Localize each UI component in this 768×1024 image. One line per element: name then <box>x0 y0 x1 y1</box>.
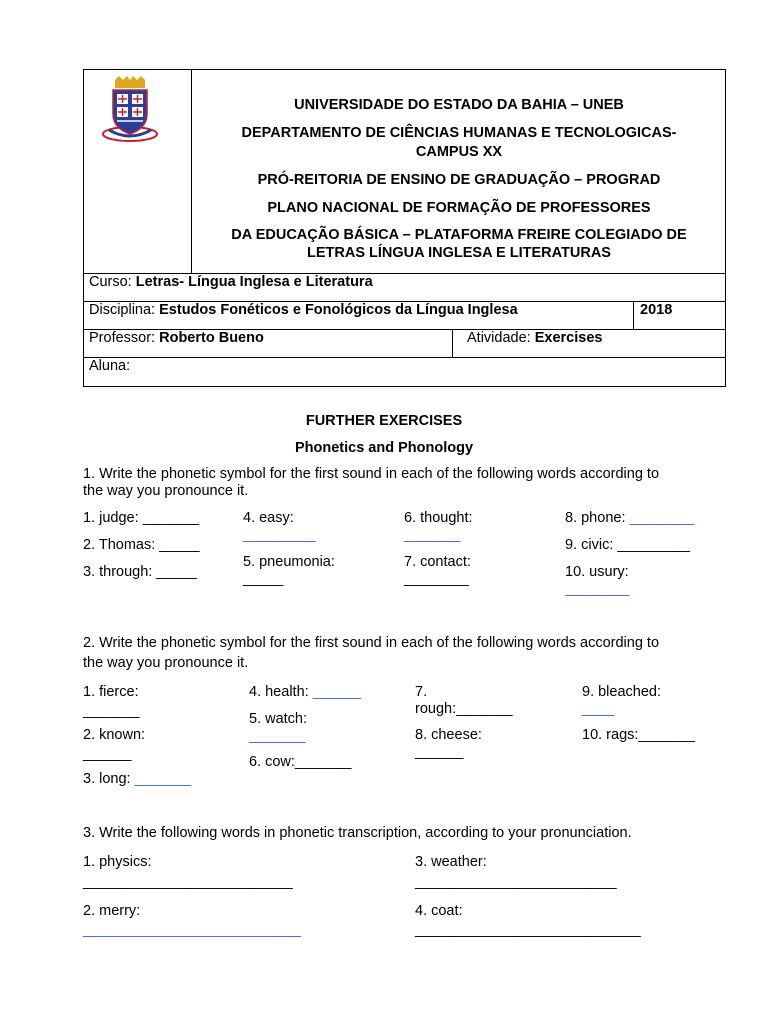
ex3-item-physics: 1. physics: <box>83 854 152 870</box>
ex1-blank-pneumonia[interactable]: _____ <box>243 571 284 587</box>
ex2-blank-known[interactable]: ______ <box>83 746 132 762</box>
ex2-item-rough: rough:_______ <box>415 701 513 717</box>
college-name: LETRAS LÍNGUA INGLESA E LITERATURAS <box>307 245 611 261</box>
course-label: Curso: <box>89 274 132 290</box>
course-value: Letras- Língua Inglesa e Literatura <box>135 274 373 290</box>
table-border <box>83 69 84 387</box>
discipline-row <box>89 302 518 319</box>
ex3-item-merry: 2. merry: <box>83 903 141 919</box>
ex2-blank-fierce[interactable]: _______ <box>83 703 140 719</box>
year-value: 2018 <box>640 302 673 318</box>
course-row <box>89 274 373 291</box>
exercises-subtitle: Phonetics and Phonology <box>294 440 474 456</box>
ex1-blank-contact[interactable]: ________ <box>404 571 469 587</box>
exercise-1-instruction: 1. Write the phonetic symbol for the first sound in each of the following words according to <box>83 466 660 482</box>
ex2-item-bleached: 9. bleached: <box>582 684 662 700</box>
ex1-item-judge: 1. judge: _______ <box>83 510 200 526</box>
discipline-label: Disciplina: <box>89 302 156 318</box>
ex2-label-health: 4. health: <box>249 684 309 700</box>
professor-row <box>89 330 264 347</box>
ex2-item-cheese: 8. cheese: <box>415 727 482 743</box>
ex3-blank-merry[interactable]: ___________________________ <box>83 922 301 938</box>
activity-row <box>467 330 602 347</box>
platform-name: DA EDUCAÇÃO BÁSICA – PLATAFORMA FREIRE COLEGIADO DE <box>231 227 687 243</box>
university-name: UNIVERSIDADE DO ESTADO DA BAHIA – UNEB <box>294 97 624 113</box>
ex1-blank-phone[interactable]: ________ <box>629 510 695 526</box>
ex2-item-cow: 6. cow:_______ <box>249 754 352 770</box>
ex1-item-through: 3. through: _____ <box>83 564 197 580</box>
professor-value: Roberto Bueno <box>159 330 264 346</box>
exercise-3-instruction: 3. Write the following words in phonetic transcription, according to your pronunciation. <box>83 825 632 841</box>
ex3-blank-physics[interactable]: __________________________ <box>83 874 293 890</box>
table-border <box>452 329 453 357</box>
university-seal-icon <box>101 76 159 142</box>
exercise-1-instruction-cont: the way you pronounce it. <box>83 483 249 499</box>
professor-label: Professor: <box>89 330 156 346</box>
exercise-2-instruction-cont: the way you pronounce it. <box>83 655 249 671</box>
department-name: DEPARTAMENTO DE CIÊNCIAS HUMANAS E TECNOLOGICAS- <box>241 125 677 141</box>
table-border <box>83 69 726 70</box>
ex2-item-watch: 5. watch: <box>249 711 308 727</box>
ex2-label-long: 3. long: <box>83 771 131 787</box>
ex1-item-thought: 6. thought: <box>404 510 473 526</box>
ex2-blank-long[interactable]: _______ <box>134 771 192 787</box>
ex2-blank-health[interactable]: ______ <box>312 684 362 700</box>
ex1-blank-usury[interactable]: ________ <box>565 581 630 597</box>
ex2-item-rough-number: 7. <box>415 684 428 700</box>
table-border <box>633 301 634 329</box>
campus-name: CAMPUS XX <box>415 144 503 160</box>
exercise-2-instruction: 2. Write the phonetic symbol for the first sound in each of the following words according to <box>83 635 660 651</box>
ex1-item-pneumonia: 5. pneumonia: <box>243 554 335 570</box>
ex1-item-phone <box>565 510 694 527</box>
ex2-blank-watch[interactable]: _______ <box>249 728 306 744</box>
ex2-item-rags: 10. rags:_______ <box>582 727 695 743</box>
ex2-item-known: 2. known: <box>83 727 146 743</box>
discipline-value: Estudos Fonéticos e Fonológicos da Língua Inglesa <box>159 302 518 318</box>
table-border <box>83 357 726 358</box>
table-border <box>83 386 726 387</box>
pro-rectory-name: PRÓ-REITORIA DE ENSINO DE GRADUAÇÃO – PROGRAD <box>257 172 661 188</box>
plan-name: PLANO NACIONAL DE FORMAÇÃO DE PROFESSORES <box>267 200 651 216</box>
student-label: Aluna: <box>89 358 131 374</box>
ex1-item-contact: 7. contact: <box>404 554 471 570</box>
ex1-item-thomas: 2. Thomas: _____ <box>83 537 200 553</box>
ex2-item-health <box>249 684 361 701</box>
ex1-item-easy: 4. easy: <box>243 510 294 526</box>
ex2-blank-bleached[interactable]: ____ <box>582 701 615 717</box>
ex2-item-long <box>83 771 191 788</box>
activity-value: Exercises <box>534 330 603 346</box>
ex3-blank-coat[interactable]: ____________________________ <box>415 922 641 938</box>
ex1-label-phone: 8. phone: <box>565 510 626 526</box>
exercises-title: FURTHER EXERCISES <box>305 413 463 429</box>
ex2-blank-cheese[interactable]: ______ <box>415 744 464 760</box>
ex1-blank-thought[interactable]: _______ <box>404 527 461 543</box>
ex3-item-weather: 3. weather: <box>415 854 487 870</box>
ex3-blank-weather[interactable]: _________________________ <box>415 874 617 890</box>
ex1-blank-easy[interactable]: _________ <box>243 527 316 543</box>
ex2-item-fierce: 1. fierce: <box>83 684 139 700</box>
ex3-item-coat: 4. coat: <box>415 903 463 919</box>
activity-label: Atividade: <box>467 330 531 346</box>
ex1-item-civic: 9. civic: _________ <box>565 537 690 553</box>
ex1-item-usury: 10. usury: <box>565 564 629 580</box>
